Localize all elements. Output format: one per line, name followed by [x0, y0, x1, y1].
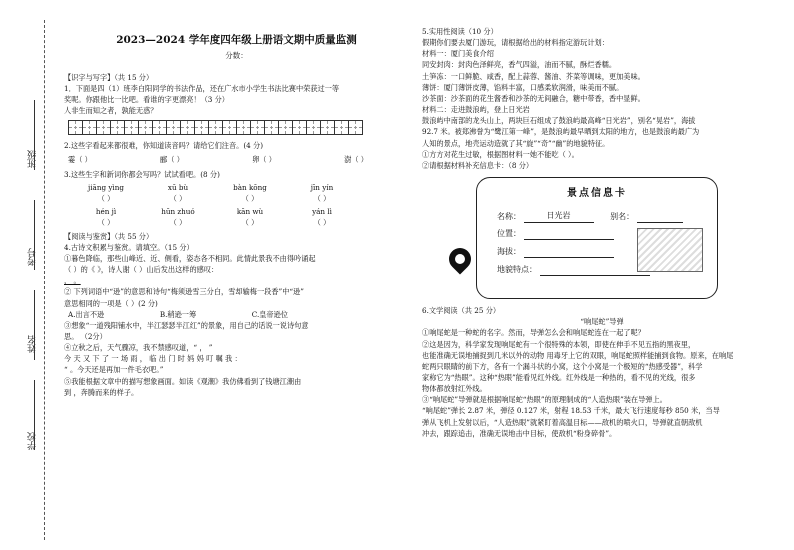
- q2-char[interactable]: 霎（ ）: [68, 154, 92, 164]
- q5-heading: 5.实用性阅读（10 分）: [422, 27, 498, 36]
- score-label: 分数：: [225, 51, 248, 61]
- option-c[interactable]: C.皇帝逊位: [251, 309, 288, 319]
- card-name-label: 名称：: [497, 212, 521, 222]
- class-field[interactable]: [34, 100, 35, 170]
- pinyin: yán lì: [312, 207, 332, 217]
- material-1-c: 薄饼：厦门薄饼皮薄，馅料丰富，口感柔软润滑，味美而不腻。: [422, 82, 624, 92]
- section-reading-heading: 【阅读与鉴赏】（共 55 分）: [64, 231, 154, 241]
- card-alias-label: 别名：: [610, 212, 635, 222]
- q1-text-b: 奖呢。你跟他比一比吧。看谁的字更漂亮！（3 分）: [64, 95, 229, 105]
- card-name-row: [497, 210, 683, 223]
- q4-2b[interactable]: 意思相同的一项是（ ）(2 分): [64, 298, 158, 308]
- left-column: [64, 26, 409, 398]
- q4-1b[interactable]: （ ）的《 》，诗人谢（ ）山后发出这样的感叹：: [64, 265, 219, 275]
- q6-paragraph-3c: 弹从飞机上发射以后，“人造热眼”就紧盯着高温目标——敌机的喷火口，导弹就直朝敌机: [422, 417, 703, 427]
- number-field[interactable]: [34, 200, 35, 270]
- material-1-title: 材料一：厦门美食介绍: [422, 49, 494, 59]
- card-alias-field[interactable]: [637, 213, 683, 223]
- q4-2-options: [68, 309, 288, 320]
- q2-char[interactable]: 卵（ ）: [252, 154, 276, 164]
- card-location-field[interactable]: [524, 230, 614, 240]
- q4-1a: ①暮色降临，那些山峰近、近、侧看，姿态各不相同。此情此景我不由得吟诵起: [64, 253, 316, 263]
- q3-pinyin-row-1: [70, 182, 409, 193]
- section-literacy-heading: 【识字与写字】（共 15 分）: [64, 72, 154, 82]
- pinyin: bàn kōng: [233, 182, 267, 192]
- card-location-label: 位置：: [497, 229, 521, 239]
- pinyin: kān wù: [236, 207, 264, 217]
- q3-answer-row-1: [70, 193, 409, 204]
- school-label: 学校: [28, 432, 38, 450]
- q6-paragraph-2e: 物体都放射红外线。: [422, 384, 487, 394]
- answer-blank[interactable]: （ ）: [97, 218, 115, 228]
- writing-grid[interactable]: [68, 120, 409, 135]
- location-pin-icon: [444, 243, 475, 274]
- number-label: 考号: [28, 248, 38, 266]
- option-b[interactable]: B.稍逊一筹: [159, 309, 197, 319]
- q3-text: 3.这些生字和新词你都会写吗？试试看吧。(8 分): [64, 169, 220, 179]
- q6-heading: 6.文学阅读（共 25 分）: [422, 306, 501, 316]
- q4-3b[interactable]: 思。 （2分）: [64, 332, 107, 342]
- q2-chars: [68, 154, 368, 165]
- right-column: [422, 26, 782, 439]
- material-1-a: 同安封肉：封肉色泽鲜亮，香气四溢，油而不腻，酥烂香糯。: [422, 60, 617, 70]
- class-label: 班级: [28, 150, 38, 168]
- name-field[interactable]: [34, 290, 35, 360]
- q6-paragraph-3a: ③“响尾蛇”导弹就是根据响尾蛇“热眼”的原理制成的“人造热眼”装在导弹上。: [422, 395, 667, 405]
- pinyin: jīn yín: [310, 182, 334, 192]
- card-altitude-row: [497, 246, 614, 258]
- card-feature-label: 地貌特点：: [497, 265, 537, 275]
- q1-quote: 人非生而知之者，孰能无惑？: [64, 106, 158, 116]
- answer-blank[interactable]: （ ）: [241, 218, 259, 228]
- school-field[interactable]: [34, 380, 35, 450]
- pinyin: hūn zhuó: [161, 207, 195, 217]
- material-1-b: 土笋冻：一口鲜脆、咸香，配上蒜蓉、酱油、芥菜等调味，更加美味。: [422, 71, 645, 81]
- q5-1[interactable]: ①方方对花生过敏，根据图材料一她不能吃（ ）。: [422, 149, 579, 159]
- q6-article-title: “响尾蛇”导弹: [580, 317, 624, 327]
- page-title: 2023—2024 学年度四年级上册语文期中质量监测: [116, 34, 357, 46]
- q2-text: 2.这些字看起来都很难，你知道读音吗？请给它们注音。(4 分): [64, 140, 264, 150]
- q4-4a[interactable]: ④立秋之后，天气骤凉，我不禁感叹道，“ ， ”: [64, 343, 213, 353]
- q4-text: 4.古诗文积累与鉴赏。请填空。（15 分）: [64, 242, 194, 252]
- card-altitude-label: 海拔：: [497, 247, 521, 257]
- material-2-a: 鼓浪屿中南部的龙头山上，两块巨石组成了鼓浪屿最高峰“日光岩”，别名“晃岩”，海拔: [422, 116, 696, 126]
- pinyin: hén jì: [95, 207, 117, 217]
- q6-paragraph-1: ①响尾蛇是一种蛇的名字。然而，导弹怎么会和响尾蛇连在一起了呢？: [422, 328, 645, 338]
- pinyin: xū bù: [167, 182, 189, 192]
- card-altitude-field[interactable]: [524, 248, 614, 258]
- card-name-value[interactable]: 日光岩: [524, 210, 594, 223]
- answer-blank[interactable]: （ ）: [169, 194, 187, 204]
- q6-paragraph-3b: “响尾蛇”弹长 2.87 米，弹径 0.127 米，射程 18.53 千米，最大飞行速度每秒 850 米，当导: [422, 406, 720, 416]
- material-2-title: 材料二：走进鼓浪屿，登上日光岩: [422, 105, 530, 115]
- q2-char[interactable]: 郦（ ）: [160, 154, 184, 164]
- q6-paragraph-2b: 也能准确无误地捕捉到几米以外的动物 用毒牙上它的双眼，响尾蛇照样能捕到食物。原来，在响尾: [422, 350, 734, 360]
- rock-sketch-image: [637, 228, 703, 272]
- material-1-d: 沙茶面：沙茶面的花生酱香和沙茶的无间融合，糖中带香，香中显鲜。: [422, 93, 645, 103]
- q4-1c[interactable]: ， 。: [64, 276, 81, 286]
- answer-blank[interactable]: （ ）: [313, 194, 331, 204]
- q3-pinyin-row-2: [70, 206, 409, 217]
- binding-strip: [0, 0, 58, 550]
- q6-paragraph-2c: 蛇两只眼睛的前下方，各有一个漏斗状的小窝，这个小窝是一个极短的“热感受器”，科学: [422, 361, 703, 371]
- q4-3: ③想象“一道残阳铺水中，半江瑟瑟半江红”的景象，用自己的话说一说诗句意: [64, 320, 309, 330]
- binding-dashed-line: [44, 20, 45, 540]
- q6-paragraph-2d: 家称它为“热眼”。这种“热眼”能看见红外线。红外线是一种热的，看不见的光线，很多: [422, 372, 696, 382]
- answer-blank[interactable]: （ ）: [169, 218, 187, 228]
- name-label: 姓名: [28, 335, 38, 353]
- material-2-b: 92.7 米。被郑沸誉为“鹭江第一峰”，是鼓浪屿最早晒到太阳的地方，也是鼓浪屿最广为: [422, 127, 700, 137]
- card-title: 景点信息卡: [567, 188, 627, 200]
- q4-2a: ② 下列词语中“逊”的意思和诗句“梅须逊雪三分白，雪却输梅一段香”中“逊”: [64, 287, 304, 297]
- q6-paragraph-3d: 冲去，跟踪追击，准确无误地击中目标，使敌机“粉身碎骨”。: [422, 428, 617, 438]
- q5-intro: 假期你们要去厦门游玩，请根据给出的材料指定游玩计划：: [422, 38, 609, 48]
- q4-4c[interactable]: “ 。今天还是再加一件毛衣吧。”: [64, 365, 164, 375]
- answer-blank[interactable]: （ ）: [241, 194, 259, 204]
- q5-2: ②请根据材料补充信息卡：（8 分）: [422, 160, 534, 170]
- q6-paragraph-2a: ②这是因为，科学家发现响尾蛇有一个很特殊的本领，即使在伸手不见五指的黑夜里，: [422, 339, 696, 349]
- option-a[interactable]: A.出言不逊: [68, 309, 105, 319]
- pinyin: jiāng yìng: [88, 182, 124, 192]
- q4-5b[interactable]: 到 ，奔腾而来的样子。: [64, 387, 139, 397]
- q4-5a: ⑤我能根据文章中的描写想象画面。如读《观潮》我仿佛看到了钱塘江潮由: [64, 376, 302, 386]
- card-feature-row: [497, 264, 650, 276]
- scenic-info-card: [476, 177, 718, 299]
- card-location-row: [497, 228, 614, 240]
- answer-blank[interactable]: （ ）: [313, 218, 331, 228]
- card-feature-field[interactable]: [540, 266, 650, 276]
- q4-4b: 今 天 又 下 了 一 场 雨 ， 临 出 门 时 妈 妈 叮 嘱 我 ：: [64, 354, 242, 364]
- q2-char[interactable]: 澍（ ）: [344, 154, 368, 164]
- answer-blank[interactable]: （ ）: [97, 194, 115, 204]
- material-2-c: 人知的景点，地壳运动造就了其“旋”“奇”“幽”的地貌特征。: [422, 138, 610, 148]
- q3-answer-row-2: [70, 217, 409, 228]
- q1-text-a: 1．下面是四（1）班李白阳同学的书法作品，还在广水市小学生书法比赛中荣获过一等: [64, 84, 340, 94]
